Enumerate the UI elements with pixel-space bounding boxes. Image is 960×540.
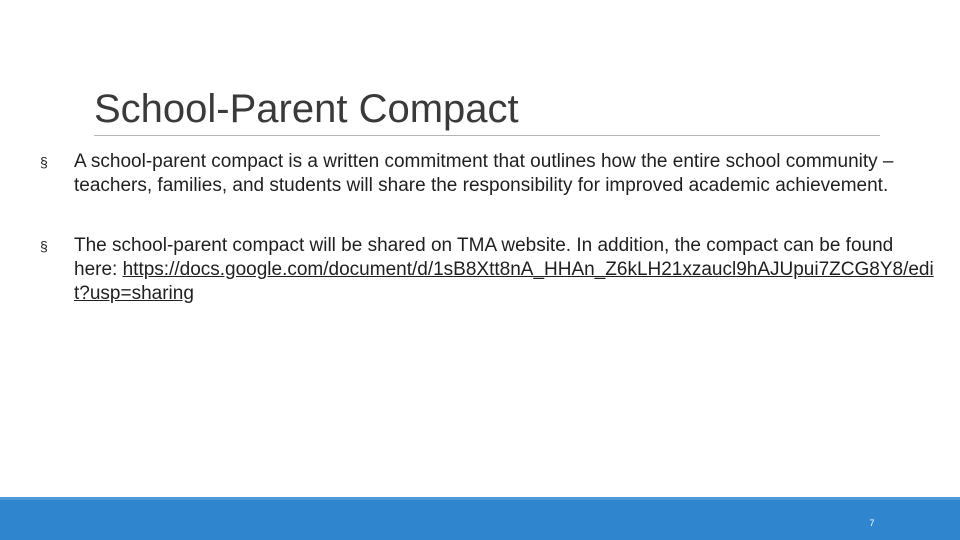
page-number: 7 xyxy=(869,518,875,528)
bullet-marker-icon: § xyxy=(40,238,48,254)
bullet-text-with-link xyxy=(74,234,936,306)
bullet-text: A school-parent compact is a written commitment that outlines how the entire school community – teachers, families, and students will share the responsibility for improved academic achievement. xyxy=(74,151,894,196)
slide-title: School-Parent Compact xyxy=(94,87,519,131)
compact-document-link[interactable]: https://docs.google.com/document/d/1sB8Xtt8nA_HHAn_Z6kLH21xzaucl9hAJUpui7ZCG8Y8/edit?usp=sharing xyxy=(74,259,934,304)
title-underline xyxy=(94,135,880,136)
footer-bar xyxy=(0,497,960,540)
footer-bar-highlight xyxy=(0,497,960,500)
bullet-marker-icon: § xyxy=(40,154,48,170)
bullet-text: The school-parent compact will be shared on TMA website. In addition, the compact can be found here: xyxy=(74,235,894,280)
